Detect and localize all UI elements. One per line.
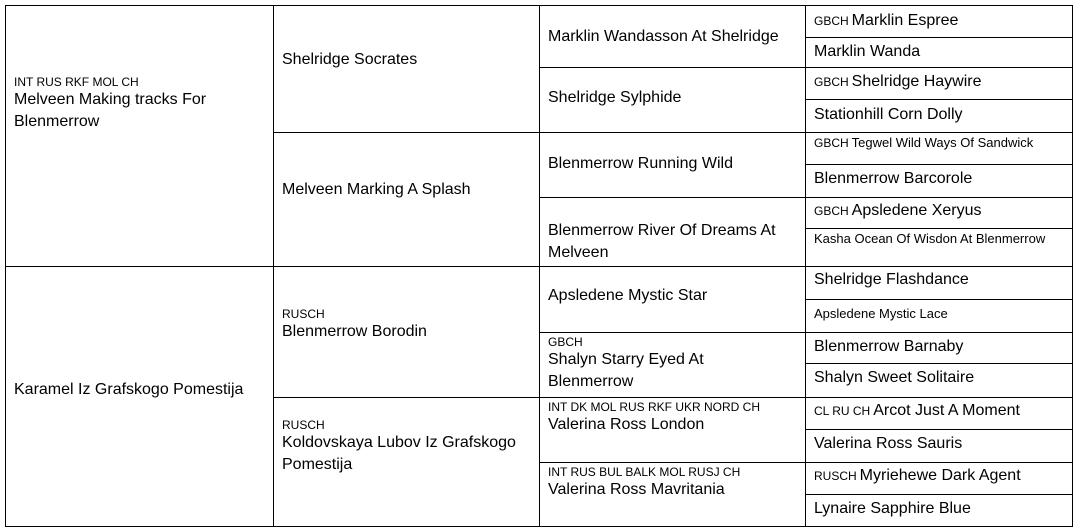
dog-name: Apsledene Mystic Star — [548, 287, 708, 304]
dog-name: Shalyn Sweet Solitaire — [814, 369, 975, 386]
pedigree-gen3-8 — [539, 462, 806, 527]
pedigree-gen4-1 — [805, 5, 1073, 38]
pedigree-gen2-1 — [273, 5, 540, 133]
pedigree-gen2-4 — [273, 397, 540, 527]
pedigree-gen2-2 — [273, 132, 540, 267]
dog-name: Melveen Marking A Splash — [282, 181, 471, 198]
pedigree-gen1-dam — [5, 266, 274, 527]
dog-title: RUSCH — [282, 418, 325, 432]
pedigree-gen4-11 — [805, 332, 1073, 364]
dog-name: Marklin Espree — [851, 12, 959, 29]
dog-title: CL RU CH — [814, 404, 871, 418]
dog-name: Apsledene Xeryus — [851, 202, 982, 219]
dog-name: Arcot Just A Moment — [873, 402, 1020, 419]
pedigree-gen3-4 — [539, 197, 806, 267]
pedigree-gen4-14 — [805, 429, 1073, 463]
pedigree-gen4-9 — [805, 266, 1073, 300]
pedigree-gen4-7 — [805, 197, 1073, 229]
dog-name: Marklin Wanda — [814, 43, 921, 60]
pedigree-gen3-3 — [539, 132, 806, 198]
pedigree-gen3-7 — [539, 397, 806, 463]
pedigree-gen4-12 — [805, 363, 1073, 398]
pedigree-gen4-15 — [805, 462, 1073, 495]
pedigree-gen3-1 — [539, 5, 806, 68]
dog-name: Koldovskaya Lubov Iz Grafskogo Pomestija — [282, 434, 516, 473]
dog-name: Apsledene Mystic Lace — [814, 306, 948, 321]
pedigree-gen4-6 — [805, 164, 1073, 198]
dog-name: Shelridge Flashdance — [814, 271, 969, 288]
pedigree-gen1-sire — [5, 5, 274, 267]
dog-name: Shelridge Sylphide — [548, 89, 682, 106]
pedigree-gen4-10 — [805, 299, 1073, 333]
dog-name: Lynaire Sapphire Blue — [814, 500, 971, 517]
dog-name: Karamel Iz Grafskogo Pomestija — [14, 381, 244, 398]
dog-title: GBCH — [814, 136, 849, 150]
dog-name: Valerina Ross Mavritania — [548, 481, 725, 498]
dog-name: Marklin Wandasson At Shelridge — [548, 28, 779, 45]
dog-name: Shelridge Haywire — [851, 73, 982, 90]
pedigree-gen3-6 — [539, 332, 806, 398]
pedigree-gen4-5 — [805, 132, 1073, 165]
dog-name: Kasha Ocean Of Wisdon At Blenmerrow — [814, 231, 1046, 246]
dog-name: Blenmerrow Running Wild — [548, 155, 733, 172]
pedigree-gen4-2 — [805, 37, 1073, 68]
dog-title: RUSCH — [282, 307, 325, 321]
dog-name: Blenmerrow Barnaby — [814, 338, 964, 355]
dog-title: GBCH — [814, 14, 849, 28]
dog-name: Melveen Making tracks For Blenmerrow — [14, 91, 207, 130]
dog-name: Tegwel Wild Ways Of Sandwick — [851, 135, 1034, 150]
dog-title: INT DK MOL RUS RKF UKR NORD CH — [548, 400, 761, 414]
dog-title: RUSCH — [814, 469, 857, 483]
pedigree-gen2-3 — [273, 266, 540, 398]
dog-name: Valerina Ross Sauris — [814, 435, 963, 452]
pedigree-gen4-16 — [805, 494, 1073, 527]
pedigree-gen3-2 — [539, 67, 806, 133]
dog-name: Shalyn Starry Eyed At Blenmerrow — [548, 351, 704, 390]
dog-title: INT RUS RKF MOL CH — [14, 75, 139, 89]
dog-name: Myriehewe Dark Agent — [859, 467, 1021, 484]
pedigree-gen4-3 — [805, 67, 1073, 100]
dog-name: Blenmerrow River Of Dreams At Melveen — [548, 222, 776, 261]
dog-title: GBCH — [548, 335, 583, 349]
dog-title: GBCH — [814, 75, 849, 89]
dog-name: Valerina Ross London — [548, 416, 705, 433]
pedigree-gen4-4 — [805, 99, 1073, 133]
dog-title: INT RUS BUL BALK MOL RUSJ CH — [548, 465, 741, 479]
pedigree-gen4-8 — [805, 228, 1073, 267]
dog-name: Stationhill Corn Dolly — [814, 106, 963, 123]
dog-name: Shelridge Socrates — [282, 51, 418, 68]
dog-name: Blenmerrow Borodin — [282, 323, 427, 340]
pedigree-gen4-13 — [805, 397, 1073, 430]
pedigree-gen3-5 — [539, 266, 806, 333]
dog-title: GBCH — [814, 204, 849, 218]
dog-name: Blenmerrow Barcorole — [814, 170, 973, 187]
